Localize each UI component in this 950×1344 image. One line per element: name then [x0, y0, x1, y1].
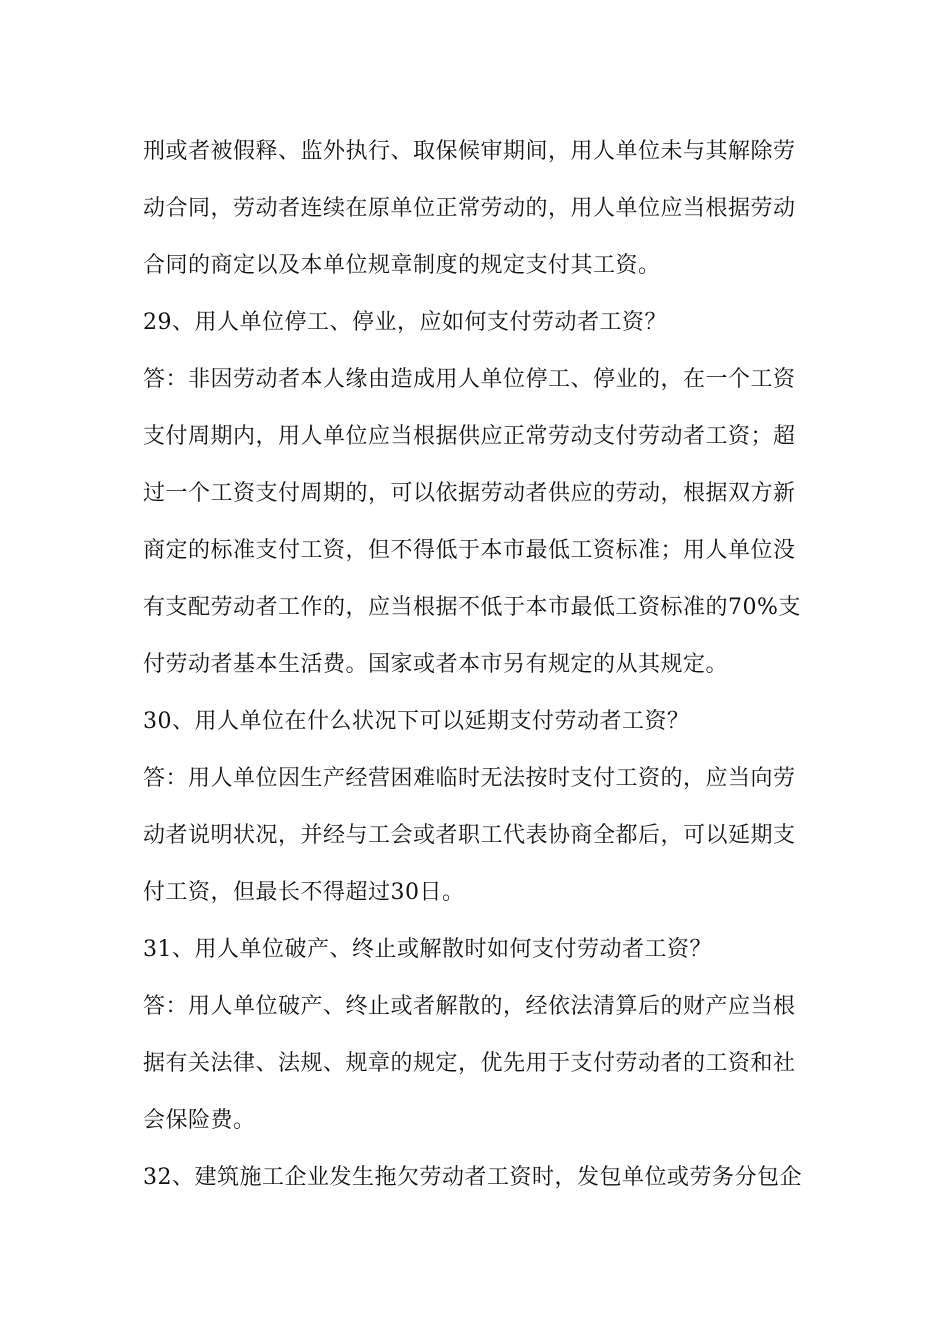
question-heading: 29、用人单位停工、停业，应如何支付劳动者工资？ — [143, 310, 667, 335]
text-line: 动合同，劳动者连续在原单位正常劳动的，用人单位应当根据劳动 — [143, 196, 796, 221]
text-line: 支付周期内，用人单位应当根据供应正常劳动支付劳动者工资；超 — [143, 424, 796, 449]
text-line: 过一个工资支付周期的，可以依据劳动者供应的劳动，根据双方新 — [143, 481, 796, 506]
text-line: 有支配劳动者工作的，应当根据不低于本市最低工资标准的70%支 — [143, 595, 801, 620]
question-heading: 30、用人单位在什么状况下可以延期支付劳动者工资？ — [143, 709, 690, 734]
answer-line: 答：用人单位破产、终止或者解散的，经依法清算后的财产应当根 — [143, 994, 796, 1019]
text-line: 动者说明状况，并经与工会或者职工代表协商全都后，可以延期支 — [143, 823, 796, 848]
text-line: 付工资，但最长不得超过30日。 — [143, 880, 465, 905]
text-line: 商定的标准支付工资，但不得低于本市最低工资标准；用人单位没 — [143, 538, 796, 563]
question-heading: 32、建筑施工企业发生拖欠劳动者工资时，发包单位或劳务分包企 — [143, 1165, 802, 1190]
text-line: 合同的商定以及本单位规章制度的规定支付其工资。 — [143, 253, 661, 278]
answer-line: 答：非因劳动者本人缘由造成用人单位停工、停业的，在一个工资 — [143, 367, 796, 392]
question-heading: 31、用人单位破产、终止或解散时如何支付劳动者工资？ — [143, 937, 712, 962]
text-line: 会保险费。 — [143, 1108, 256, 1133]
text-line: 据有关法律、法规、规章的规定，优先用于支付劳动者的工资和社 — [143, 1051, 796, 1076]
text-line: 付劳动者基本生活费。国家或者本市另有规定的从其规定。 — [143, 652, 729, 677]
text-line: 刑或者被假释、监外执行、取保候审期间，用人单位未与其解除劳 — [143, 139, 796, 164]
answer-line: 答：用人单位因生产经营困难临时无法按时支付工资的，应当向劳 — [143, 766, 796, 791]
